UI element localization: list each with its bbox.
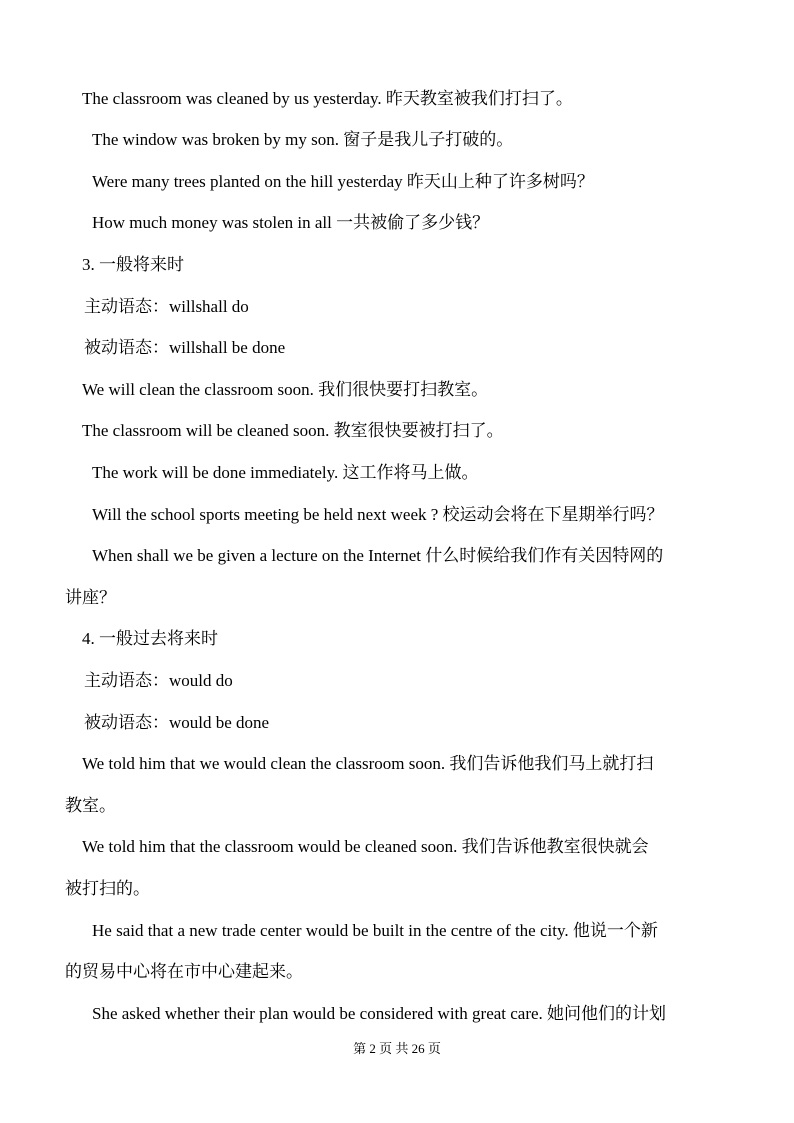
text-line: We will clean the classroom soon. 我们很快要打扫教室。	[82, 380, 489, 399]
text-line: We told him that we would clean the classroom soon. 我们告诉他我们马上就打扫	[82, 754, 654, 773]
text-line: 被动语态：would be done	[84, 713, 270, 732]
text-line: The classroom was cleaned by us yesterday. 昨天教室被我们打扫了。	[82, 89, 573, 108]
text-line: How much money was stolen in all 一共被偷了多少钱？	[92, 213, 490, 232]
text-line: 讲座？	[65, 588, 116, 607]
text-line: We told him that the classroom would be cleaned soon. 我们告诉他教室很快就会	[82, 837, 649, 856]
text-line: The window was broken by my son. 窗子是我儿子打破的。	[92, 130, 514, 149]
section-heading: 4. 一般过去将来时	[82, 629, 218, 648]
text-line: 教室。	[65, 796, 116, 815]
text-line: 被打扫的。	[65, 879, 150, 898]
text-line: 的贸易中心将在市中心建起来。	[65, 962, 303, 981]
text-line: He said that a new trade center would be built in the centre of the city. 他说一个新	[92, 921, 658, 940]
section-heading: 3. 一般将来时	[82, 255, 184, 274]
text-line: The work will be done immediately. 这工作将马上做。	[92, 463, 479, 482]
text-line: 被动语态：willshall be done	[84, 338, 286, 357]
text-line: When shall we be given a lecture on the Internet 什么时候给我们作有关因特网的	[92, 546, 664, 565]
text-line: She asked whether their plan would be considered with great care. 她问他们的计划	[92, 1004, 667, 1023]
text-line: The classroom will be cleaned soon. 教室很快要被打扫了。	[82, 421, 504, 440]
text-line: 主动语态：would do	[84, 671, 233, 690]
text-line: Will the school sports meeting be held next week ? 校运动会将在下星期举行吗？	[92, 505, 664, 524]
text-line: 主动语态：willshall do	[84, 297, 249, 316]
page-number-footer: 第 2 页 共 26 页	[353, 1041, 441, 1056]
text-line: Were many trees planted on the hill yesterday 昨天山上种了许多树吗？	[92, 172, 594, 191]
